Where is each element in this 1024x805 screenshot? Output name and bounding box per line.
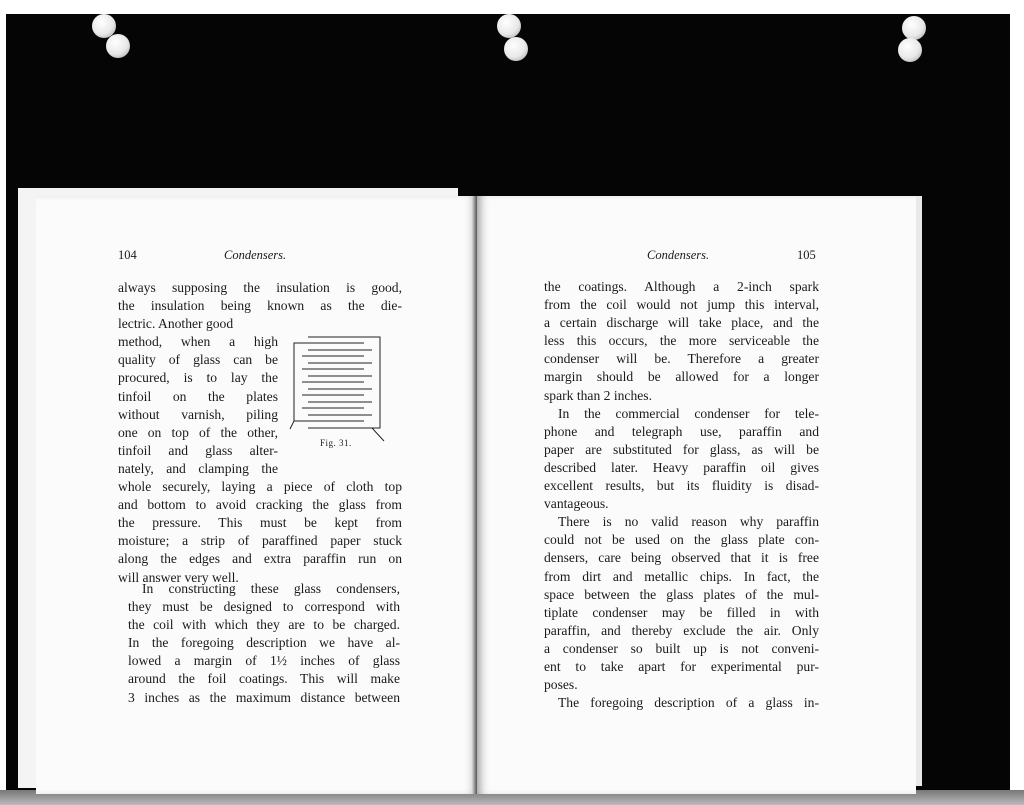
text-line: lowed a margin of 1½ inches of glass (128, 653, 400, 669)
text-line: along the edges and extra paraffin run on (118, 551, 402, 567)
text-line: around the foil coatings. This will make (128, 671, 400, 687)
text-line: In the foregoing description we have al- (128, 635, 400, 651)
pin-icon (902, 16, 926, 40)
text-line: they must be designed to correspond with (128, 599, 400, 615)
text-line: paraffin, and thereby exclude the air. Only (544, 622, 819, 638)
text-line: and bottom to avoid cracking the glass from (118, 497, 402, 513)
open-book (36, 196, 916, 794)
running-title: Condensers. (647, 248, 710, 262)
left-body-text-continued (128, 580, 400, 707)
page-number: 105 (797, 248, 816, 262)
text-line: In the commercial condenser for tele- (558, 405, 819, 421)
text-line: described later. Heavy paraffin oil gives (544, 459, 819, 475)
text-line: the pressure. This must be kept from (118, 515, 402, 531)
text-line: condenser will be. Therefore a greater (544, 351, 819, 367)
text-line: excellent results, but its fluidity is disad- (544, 478, 819, 494)
text-line: whole securely, laying a piece of cloth top (118, 479, 402, 495)
right-page (477, 196, 916, 794)
text-line: lectric. Another good (118, 316, 234, 332)
pin-icon (106, 34, 130, 58)
text-line: without varnish, piling (118, 406, 278, 422)
text-line: the coil with which they are to be charged. (128, 617, 400, 633)
text-line: the insulation being known as the die- (118, 298, 402, 314)
text-line: space between the glass plates of the mul- (544, 586, 819, 602)
text-line: margin should be allowed for a longer (544, 369, 819, 385)
text-line: tinfoil on the plates (118, 388, 278, 404)
text-line: could not be used on the glass plate con- (544, 532, 819, 548)
text-line: quality of glass can be (118, 352, 278, 368)
text-line: ent to take apart for experimental pur- (544, 658, 819, 674)
text-line: poses. (544, 677, 578, 693)
text-line: moisture; a strip of paraffined paper stuck (118, 533, 402, 549)
text-line: one on top of the other, (118, 424, 278, 440)
text-line: always supposing the insulation is good, (118, 280, 402, 295)
page-number: 104 (118, 248, 137, 262)
text-line: There is no valid reason why paraffin (558, 514, 819, 530)
text-line: paper are substituted for glass, as will be (544, 441, 819, 457)
text-line: will answer very well. (118, 569, 239, 585)
text-line: a condenser so built up is not conveni- (544, 640, 819, 656)
text-line: a certain discharge will take place, and the (544, 315, 819, 331)
text-line: In constructing these glass condensers, (142, 581, 400, 596)
text-line: densers, care being observed that it is free (544, 550, 819, 566)
text-line: tinfoil and glass alter- (118, 442, 278, 458)
text-line: nately, and clamping the (118, 460, 278, 476)
text-line: tiplate condenser may be filled in with (544, 604, 819, 620)
text-line: from the coil would not jump this interval, (544, 297, 819, 313)
text-line: from dirt and metallic chips. In fact, the (544, 568, 819, 584)
text-line: the coatings. Although a 2-inch spark (544, 279, 819, 294)
running-title: Condensers. (224, 248, 287, 262)
text-line: vantageous. (544, 496, 609, 512)
pin-icon (504, 37, 528, 61)
text-line: phone and telegraph use, paraffin and (544, 423, 819, 439)
right-body-text (544, 278, 819, 712)
condenser-figure (288, 333, 388, 445)
text-line: less this occurs, the more serviceable the (544, 333, 819, 349)
left-page (36, 196, 477, 794)
text-line: The foregoing description of a glass in- (558, 695, 819, 711)
text-line: spark than 2 inches. (544, 387, 652, 403)
text-line: 3 inches as the maximum distance between (128, 689, 400, 705)
pin-icon (497, 14, 521, 38)
pin-icon (898, 38, 922, 62)
text-line: method, when a high (118, 334, 278, 350)
figure-caption: Fig. 31. (320, 438, 352, 448)
text-line: procured, is to lay the (118, 370, 278, 386)
